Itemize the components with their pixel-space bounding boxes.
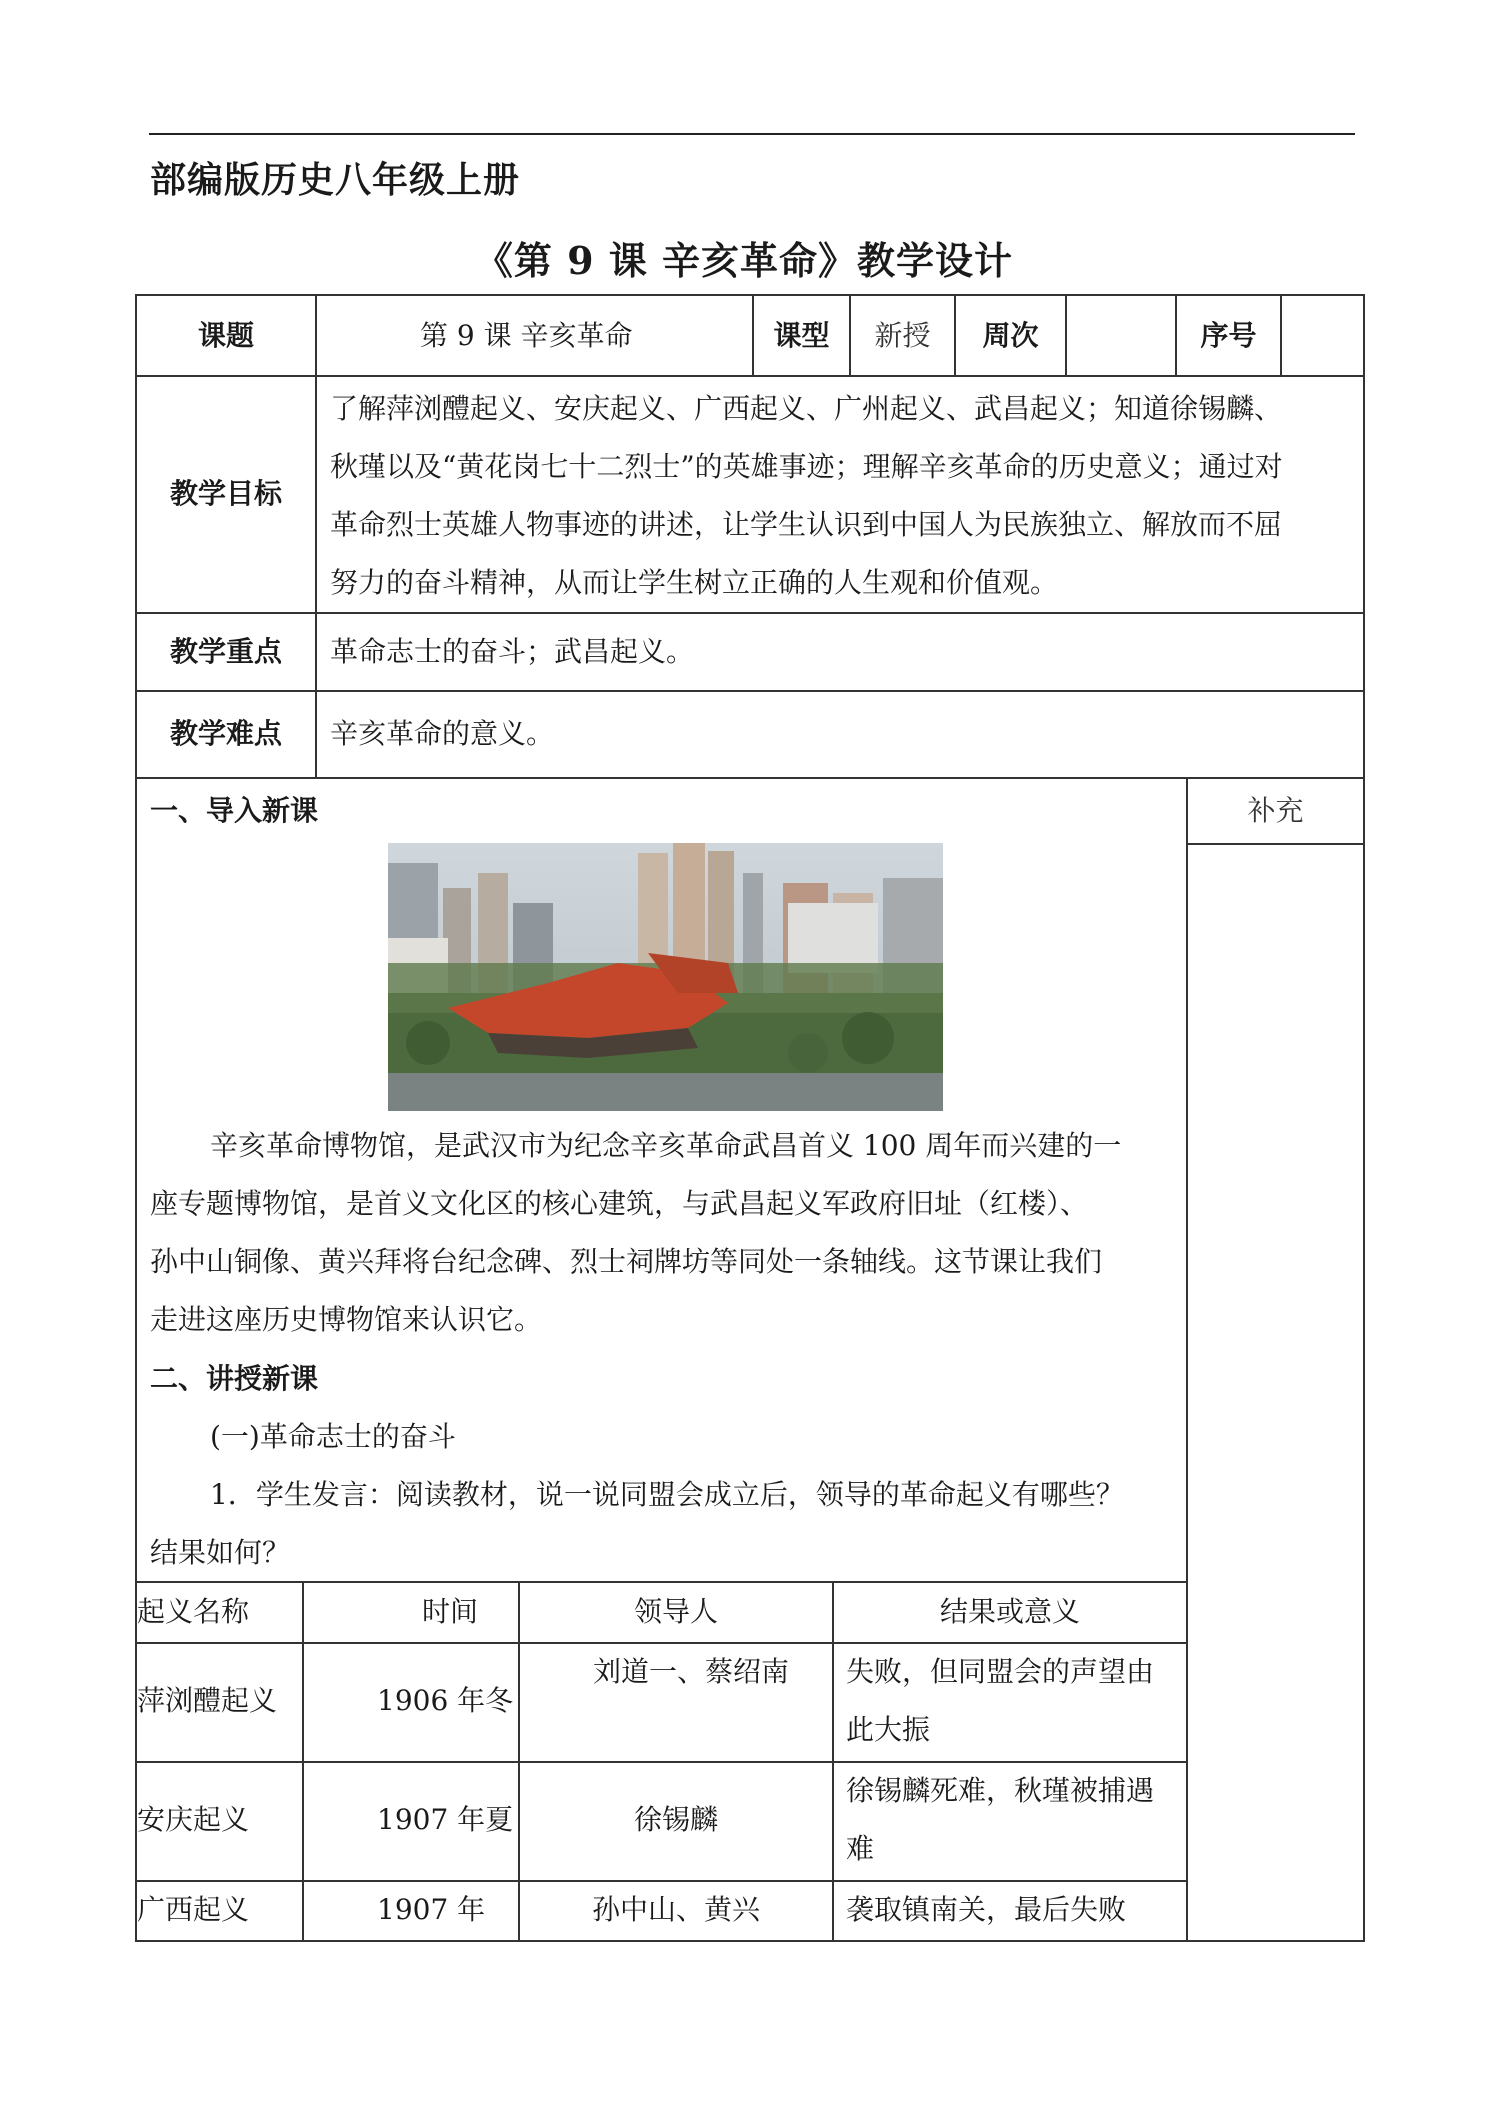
col-header-leader: 领导人 [633, 1595, 718, 1628]
week-value-cell [1065, 294, 1177, 377]
week-label: 周次 [982, 319, 1039, 352]
page-title: 《第 9 课 辛亥革命》教学设计 [474, 238, 1014, 283]
row2-leader: 徐锡麟 [633, 1803, 718, 1836]
key-points-value: 革命志士的奋斗；武昌起义。 [330, 635, 695, 668]
header-rule [149, 133, 1355, 135]
difficult-points-value: 辛亥革命的意义。 [330, 717, 555, 750]
question-line-1: 1．学生发言：阅读教材，说一说同盟会成立后，领导的革命起义有哪些？ [210, 1478, 1124, 1511]
row2-result-line-1: 徐锡麟死难，秋瑾被捕遇 [846, 1774, 1155, 1807]
row3-name: 广西起义 [137, 1893, 250, 1926]
row1-result-line-2: 此大振 [846, 1713, 931, 1746]
goals-line-1: 了解萍浏醴起义、安庆起义、广西起义、广州起义、武昌起义；知道徐锡麟、 [330, 392, 1283, 425]
section1-heading: 一、导入新课 [150, 794, 319, 827]
intro-line-4: 走进这座历史博物馆来认识它。 [150, 1303, 543, 1336]
seq-value-cell [1280, 294, 1365, 377]
type-value: 新授 [874, 319, 931, 352]
row3-result-line-1: 袭取镇南关，最后失败 [846, 1893, 1127, 1926]
seq-label: 序号 [1200, 319, 1257, 352]
intro-line-3: 孙中山铜像、黄兴拜将台纪念碑、烈士祠牌坊等同处一条轴线。这节课让我们 [150, 1245, 1103, 1278]
col-header-result: 结果或意义 [939, 1595, 1080, 1628]
difficult-points-label: 教学难点 [169, 717, 282, 750]
topic-label: 课题 [197, 319, 254, 352]
type-label: 课型 [773, 319, 830, 352]
goals-line-2: 秋瑾以及“黄花岗七十二烈士”的英雄事迹；理解辛亥革命的历史意义；通过对 [330, 450, 1283, 483]
row2-name: 安庆起义 [137, 1803, 250, 1836]
row1-name: 萍浏醴起义 [137, 1684, 278, 1717]
section2-heading: 二、讲授新课 [150, 1362, 319, 1395]
question-line-2: 结果如何？ [150, 1536, 291, 1569]
table-header-cell [302, 1581, 520, 1644]
row2-time: 1907 年夏 [377, 1803, 514, 1836]
col-header-name: 起义名称 [137, 1595, 250, 1628]
row3-leader: 孙中山、黄兴 [591, 1893, 760, 1926]
row1-result-line-1: 失败，但同盟会的声望由 [846, 1655, 1155, 1688]
goals-label: 教学目标 [169, 477, 282, 510]
goals-line-3: 革命烈士英雄人物事迹的讲述，让学生认识到中国人为民族独立、解放而不屈 [330, 508, 1283, 541]
row2-result-line-2: 难 [846, 1832, 875, 1865]
goals-line-4: 努力的奋斗精神，从而让学生树立正确的人生观和价值观。 [330, 566, 1059, 599]
intro-line-2: 座专题博物馆，是首义文化区的核心建筑，与武昌起义军政府旧址（红楼）、 [150, 1187, 1089, 1220]
col-header-time: 时间 [422, 1595, 479, 1628]
supplement-label: 补充 [1247, 794, 1304, 827]
key-points-label: 教学重点 [169, 635, 282, 668]
supplement-column [1186, 777, 1365, 1942]
topic-value: 第 9 课 辛亥革命 [420, 319, 633, 352]
intro-line-1: 辛亥革命博物馆，是武汉市为纪念辛亥革命武昌首义 100 周年而兴建的一 [210, 1129, 1122, 1162]
museum-photo [388, 843, 943, 1111]
row1-leader: 刘道一、蔡绍南 [593, 1655, 790, 1688]
row1-time: 1906 年冬 [377, 1684, 514, 1717]
row3-time: 1907 年 [377, 1893, 486, 1926]
series-title: 部编版历史八年级上册 [150, 160, 521, 201]
section2-subheading: (一)革命志士的奋斗 [210, 1420, 456, 1453]
